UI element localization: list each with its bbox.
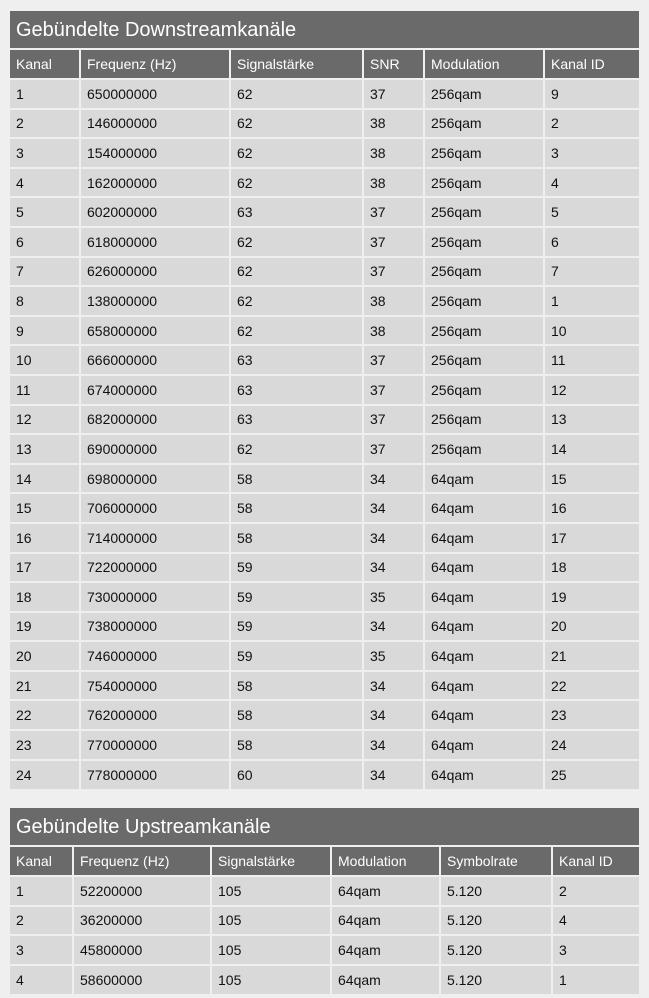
table-row [10,493,639,523]
table-row [10,760,639,790]
cell-signalstaerke: 62 [230,79,363,109]
cell-modulation: 64qam [424,553,544,583]
cell-signalstaerke: 63 [230,345,363,375]
cell-frequenz-hz: 674000000 [80,375,230,405]
cell-snr: 34 [363,730,424,760]
cell-modulation: 256qam [424,168,544,198]
cell-signalstaerke: 63 [230,405,363,435]
cell-frequenz-hz: 45800000 [73,935,211,965]
downstream-column-header-signalstaerke: Signalstärke [230,49,363,79]
cell-signalstaerke: 60 [230,760,363,790]
cell-kanal: 16 [10,523,80,553]
cell-kanal-id: 17 [544,523,639,553]
cell-kanal-id: 23 [544,700,639,730]
table-row [10,345,639,375]
cell-modulation: 64qam [424,671,544,701]
upstream-column-header-kanal-id: Kanal ID [552,846,639,876]
cell-modulation: 256qam [424,286,544,316]
cell-kanal-id: 21 [544,641,639,671]
cell-modulation: 256qam [424,138,544,168]
cell-kanal: 23 [10,730,80,760]
table-row [10,965,639,995]
cell-modulation: 64qam [331,906,440,936]
cell-symbolrate: 5.120 [440,935,552,965]
table-row [10,612,639,642]
cell-modulation: 256qam [424,345,544,375]
cell-kanal-id: 4 [544,168,639,198]
downstream-column-header-kanal-id: Kanal ID [544,49,639,79]
cell-signalstaerke: 59 [230,582,363,612]
cell-kanal-id: 3 [552,935,639,965]
cell-modulation: 256qam [424,227,544,257]
table-row [10,168,639,198]
cell-modulation: 64qam [424,464,544,494]
table-row [10,935,639,965]
cell-signalstaerke: 63 [230,375,363,405]
downstream-panel [10,11,639,789]
cell-kanal: 6 [10,227,80,257]
upstream-title: Gebündelte Upstreamkanäle [10,808,639,845]
cell-snr: 34 [363,553,424,583]
cell-symbolrate: 5.120 [440,906,552,936]
cell-modulation: 64qam [424,612,544,642]
downstream-table-body [10,79,639,789]
cell-modulation: 64qam [424,700,544,730]
cell-frequenz-hz: 650000000 [80,79,230,109]
cell-frequenz-hz: 706000000 [80,493,230,523]
cell-signalstaerke: 62 [230,286,363,316]
cell-signalstaerke: 58 [230,730,363,760]
cell-modulation: 256qam [424,257,544,287]
cell-kanal: 3 [10,138,80,168]
cell-snr: 38 [363,168,424,198]
cell-modulation: 64qam [424,730,544,760]
cell-snr: 38 [363,109,424,139]
cell-snr: 37 [363,257,424,287]
cell-kanal-id: 6 [544,227,639,257]
cell-signalstaerke: 62 [230,168,363,198]
cell-kanal: 1 [10,79,80,109]
cell-frequenz-hz: 162000000 [80,168,230,198]
cell-frequenz-hz: 762000000 [80,700,230,730]
cell-frequenz-hz: 52200000 [73,876,211,906]
cell-snr: 37 [363,405,424,435]
cell-kanal-id: 22 [544,671,639,701]
cell-kanal: 3 [10,935,73,965]
cell-kanal-id: 19 [544,582,639,612]
downstream-column-header-snr: SNR [363,49,424,79]
cell-kanal: 1 [10,876,73,906]
cell-kanal-id: 25 [544,760,639,790]
cell-signalstaerke: 62 [230,434,363,464]
cell-kanal-id: 14 [544,434,639,464]
cell-kanal-id: 10 [544,316,639,346]
cell-kanal: 11 [10,375,80,405]
downstream-title: Gebündelte Downstreamkanäle [10,11,639,48]
cell-signalstaerke: 62 [230,109,363,139]
cell-frequenz-hz: 738000000 [80,612,230,642]
table-row [10,523,639,553]
cell-frequenz-hz: 690000000 [80,434,230,464]
cell-frequenz-hz: 698000000 [80,464,230,494]
cell-signalstaerke: 58 [230,493,363,523]
cell-modulation: 256qam [424,316,544,346]
cell-snr: 37 [363,197,424,227]
cell-signalstaerke: 62 [230,138,363,168]
table-row [10,641,639,671]
cell-frequenz-hz: 730000000 [80,582,230,612]
cell-kanal: 12 [10,405,80,435]
cell-kanal: 4 [10,965,73,995]
cell-modulation: 256qam [424,197,544,227]
cell-frequenz-hz: 154000000 [80,138,230,168]
cell-snr: 34 [363,493,424,523]
cell-signalstaerke: 62 [230,227,363,257]
cell-kanal-id: 16 [544,493,639,523]
cell-kanal-id: 24 [544,730,639,760]
cell-kanal: 18 [10,582,80,612]
upstream-column-header-signalstaerke: Signalstärke [211,846,331,876]
cell-frequenz-hz: 714000000 [80,523,230,553]
cell-frequenz-hz: 722000000 [80,553,230,583]
cell-frequenz-hz: 146000000 [80,109,230,139]
cell-signalstaerke: 62 [230,257,363,287]
upstream-table [10,845,639,994]
cell-kanal: 14 [10,464,80,494]
cell-modulation: 256qam [424,109,544,139]
cell-snr: 38 [363,316,424,346]
cell-frequenz-hz: 618000000 [80,227,230,257]
cell-kanal: 22 [10,700,80,730]
cell-snr: 37 [363,345,424,375]
table-row [10,582,639,612]
cell-kanal: 19 [10,612,80,642]
cell-modulation: 256qam [424,79,544,109]
downstream-column-header-frequenz-hz: Frequenz (Hz) [80,49,230,79]
table-row [10,375,639,405]
cell-kanal: 10 [10,345,80,375]
cell-kanal-id: 3 [544,138,639,168]
cell-snr: 34 [363,523,424,553]
cell-signalstaerke: 58 [230,523,363,553]
cell-symbolrate: 5.120 [440,876,552,906]
downstream-table [10,48,639,789]
cell-snr: 34 [363,700,424,730]
cell-frequenz-hz: 58600000 [73,965,211,995]
upstream-table-body [10,876,639,994]
table-row [10,79,639,109]
cell-frequenz-hz: 658000000 [80,316,230,346]
cell-frequenz-hz: 138000000 [80,286,230,316]
cell-signalstaerke: 59 [230,641,363,671]
cell-snr: 34 [363,760,424,790]
downstream-column-header-kanal: Kanal [10,49,80,79]
cell-snr: 35 [363,582,424,612]
cell-modulation: 64qam [424,760,544,790]
cell-frequenz-hz: 754000000 [80,671,230,701]
cell-symbolrate: 5.120 [440,965,552,995]
cell-frequenz-hz: 602000000 [80,197,230,227]
cell-signalstaerke: 105 [211,876,331,906]
table-row [10,434,639,464]
cell-kanal: 17 [10,553,80,583]
cell-modulation: 64qam [424,493,544,523]
cell-kanal-id: 2 [544,109,639,139]
cell-snr: 38 [363,138,424,168]
downstream-table-header [10,49,639,79]
upstream-panel [10,808,639,994]
cell-kanal-id: 1 [544,286,639,316]
upstream-column-header-frequenz-hz: Frequenz (Hz) [73,846,211,876]
cell-signalstaerke: 105 [211,935,331,965]
cell-signalstaerke: 62 [230,316,363,346]
cell-snr: 37 [363,375,424,405]
table-row [10,730,639,760]
cell-kanal-id: 4 [552,906,639,936]
cell-modulation: 256qam [424,405,544,435]
table-row [10,197,639,227]
table-row [10,227,639,257]
cell-modulation: 64qam [424,641,544,671]
cell-kanal-id: 2 [552,876,639,906]
downstream-column-header-modulation: Modulation [424,49,544,79]
cell-modulation: 256qam [424,434,544,464]
cell-frequenz-hz: 770000000 [80,730,230,760]
cell-frequenz-hz: 626000000 [80,257,230,287]
cell-kanal-id: 15 [544,464,639,494]
table-row [10,405,639,435]
cell-snr: 34 [363,612,424,642]
cell-frequenz-hz: 666000000 [80,345,230,375]
cell-kanal-id: 20 [544,612,639,642]
cell-snr: 37 [363,434,424,464]
cell-snr: 34 [363,464,424,494]
cell-kanal-id: 5 [544,197,639,227]
upstream-column-header-modulation: Modulation [331,846,440,876]
cell-snr: 38 [363,286,424,316]
cell-modulation: 64qam [331,935,440,965]
cell-signalstaerke: 59 [230,553,363,583]
cell-frequenz-hz: 36200000 [73,906,211,936]
cell-frequenz-hz: 682000000 [80,405,230,435]
cell-kanal: 5 [10,197,80,227]
cell-snr: 37 [363,79,424,109]
table-row [10,286,639,316]
table-row [10,671,639,701]
cell-signalstaerke: 58 [230,671,363,701]
cell-modulation: 256qam [424,375,544,405]
cell-modulation: 64qam [331,876,440,906]
cell-snr: 37 [363,227,424,257]
cell-modulation: 64qam [424,523,544,553]
table-row [10,109,639,139]
table-row [10,876,639,906]
table-row [10,464,639,494]
upstream-column-header-symbolrate: Symbolrate [440,846,552,876]
cell-kanal: 8 [10,286,80,316]
cell-kanal: 7 [10,257,80,287]
upstream-table-header [10,846,639,876]
cell-kanal: 13 [10,434,80,464]
table-row [10,700,639,730]
table-row [10,906,639,936]
cell-kanal: 24 [10,760,80,790]
cell-kanal: 2 [10,906,73,936]
table-row [10,553,639,583]
cell-modulation: 64qam [424,582,544,612]
cell-kanal-id: 1 [552,965,639,995]
cell-signalstaerke: 58 [230,464,363,494]
cell-modulation: 64qam [331,965,440,995]
cell-kanal-id: 9 [544,79,639,109]
cell-kanal: 21 [10,671,80,701]
cell-kanal: 20 [10,641,80,671]
cell-signalstaerke: 105 [211,965,331,995]
cell-frequenz-hz: 778000000 [80,760,230,790]
cell-signalstaerke: 63 [230,197,363,227]
cell-kanal-id: 18 [544,553,639,583]
cell-kanal-id: 11 [544,345,639,375]
table-row [10,138,639,168]
cell-signalstaerke: 59 [230,612,363,642]
cell-kanal-id: 7 [544,257,639,287]
table-row [10,316,639,346]
cell-kanal: 4 [10,168,80,198]
cell-kanal-id: 12 [544,375,639,405]
cell-snr: 35 [363,641,424,671]
cell-frequenz-hz: 746000000 [80,641,230,671]
upstream-column-header-kanal: Kanal [10,846,73,876]
table-row [10,257,639,287]
cell-signalstaerke: 105 [211,906,331,936]
cell-snr: 34 [363,671,424,701]
cell-kanal-id: 13 [544,405,639,435]
cell-signalstaerke: 58 [230,700,363,730]
cell-kanal: 15 [10,493,80,523]
cell-kanal: 9 [10,316,80,346]
cell-kanal: 2 [10,109,80,139]
